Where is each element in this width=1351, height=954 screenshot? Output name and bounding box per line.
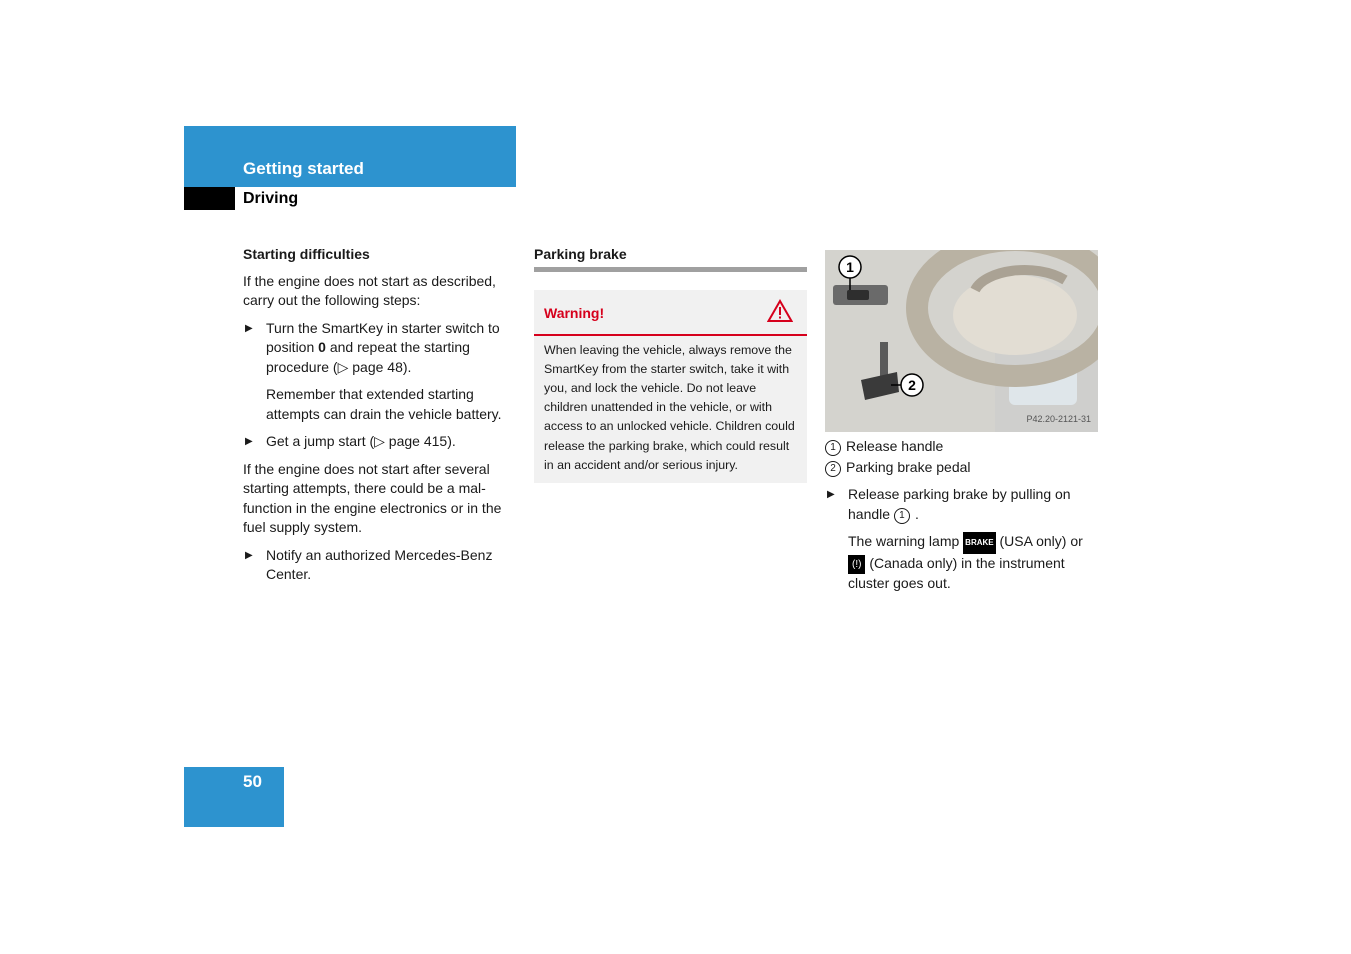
step-item: ▶ Get a jump start (▷ page 415).	[243, 432, 523, 452]
callout-number-1: 1	[825, 440, 841, 456]
parking-brake-illustration	[825, 250, 1098, 432]
callout-list	[825, 437, 1098, 477]
bullet-arrow-icon: ▶	[245, 322, 253, 334]
figure-code: P42.20-2121-31	[1026, 413, 1091, 424]
intro-paragraph: If the engine does not start as described, carry out the following steps:	[243, 272, 496, 308]
step-item: ▶ Notify an authorized Mercedes-Benz Center.	[245, 546, 493, 582]
page-number: 50	[243, 772, 262, 791]
callout-label: Parking brake pedal	[846, 458, 971, 475]
warning-box	[534, 290, 807, 483]
figure-column	[825, 250, 1098, 602]
parking-brake-figure	[825, 250, 1098, 432]
warning-header	[534, 290, 807, 336]
callout-2-marker: 2	[908, 377, 916, 393]
section-tab	[184, 187, 235, 210]
battery-note: Remember that extended starting attempts can drain the vehicle battery.	[266, 386, 502, 422]
bullet-arrow-icon: ▶	[245, 436, 253, 447]
subsection-title: Driving	[243, 190, 299, 207]
callout-number-1: 1	[894, 508, 910, 524]
warning-title: Warning!	[544, 304, 605, 321]
warning-text: When leaving the vehicle, always remove the SmartKey from the starter switch, take it with you, and lock the vehicle. Do not leave children unattended in the vehicle, or with access to an unlocked vehicle. Children could release the parking brake, which could result in an accident and/or serious injury.	[544, 342, 795, 472]
callout-1-marker: 1	[846, 259, 854, 275]
starting-difficulties-column	[243, 245, 523, 593]
callout-row	[825, 458, 1098, 478]
parking-brake-heading: Parking brake	[534, 245, 807, 272]
callout-label: Release handle	[846, 438, 944, 454]
parking-brake-column	[534, 245, 807, 483]
bullet-arrow-icon: ▶	[245, 549, 253, 561]
warning-lamp-note: The warning lamp BRAKE (USA only) or (!) (Canada only) in the instrument cluster goes out.	[848, 533, 1083, 591]
callout-number-2: 2	[825, 461, 841, 477]
callout-row	[825, 437, 1098, 457]
bullet-arrow-icon: ▶	[827, 489, 835, 500]
warning-triangle-icon	[767, 299, 793, 329]
starting-difficulties-heading: Starting difficulties	[243, 246, 370, 262]
section-title: Getting started	[243, 159, 364, 178]
page-number-box	[184, 767, 284, 827]
step-item: ▶ Turn the SmartKey in starter switch to position 0 and repeat the starting procedure (▷ page 48).	[245, 319, 500, 375]
malfunction-paragraph: If the engine does not start after several starting attempts, there could be a mal-function in the engine electronics or in the fuel supply system.	[243, 460, 502, 535]
brake-lamp-icon: BRAKE	[963, 532, 995, 554]
step-item: ▶ Release parking brake by pulling on handle 1 .	[827, 486, 1071, 522]
canada-brake-lamp-icon: (!)	[848, 555, 865, 575]
